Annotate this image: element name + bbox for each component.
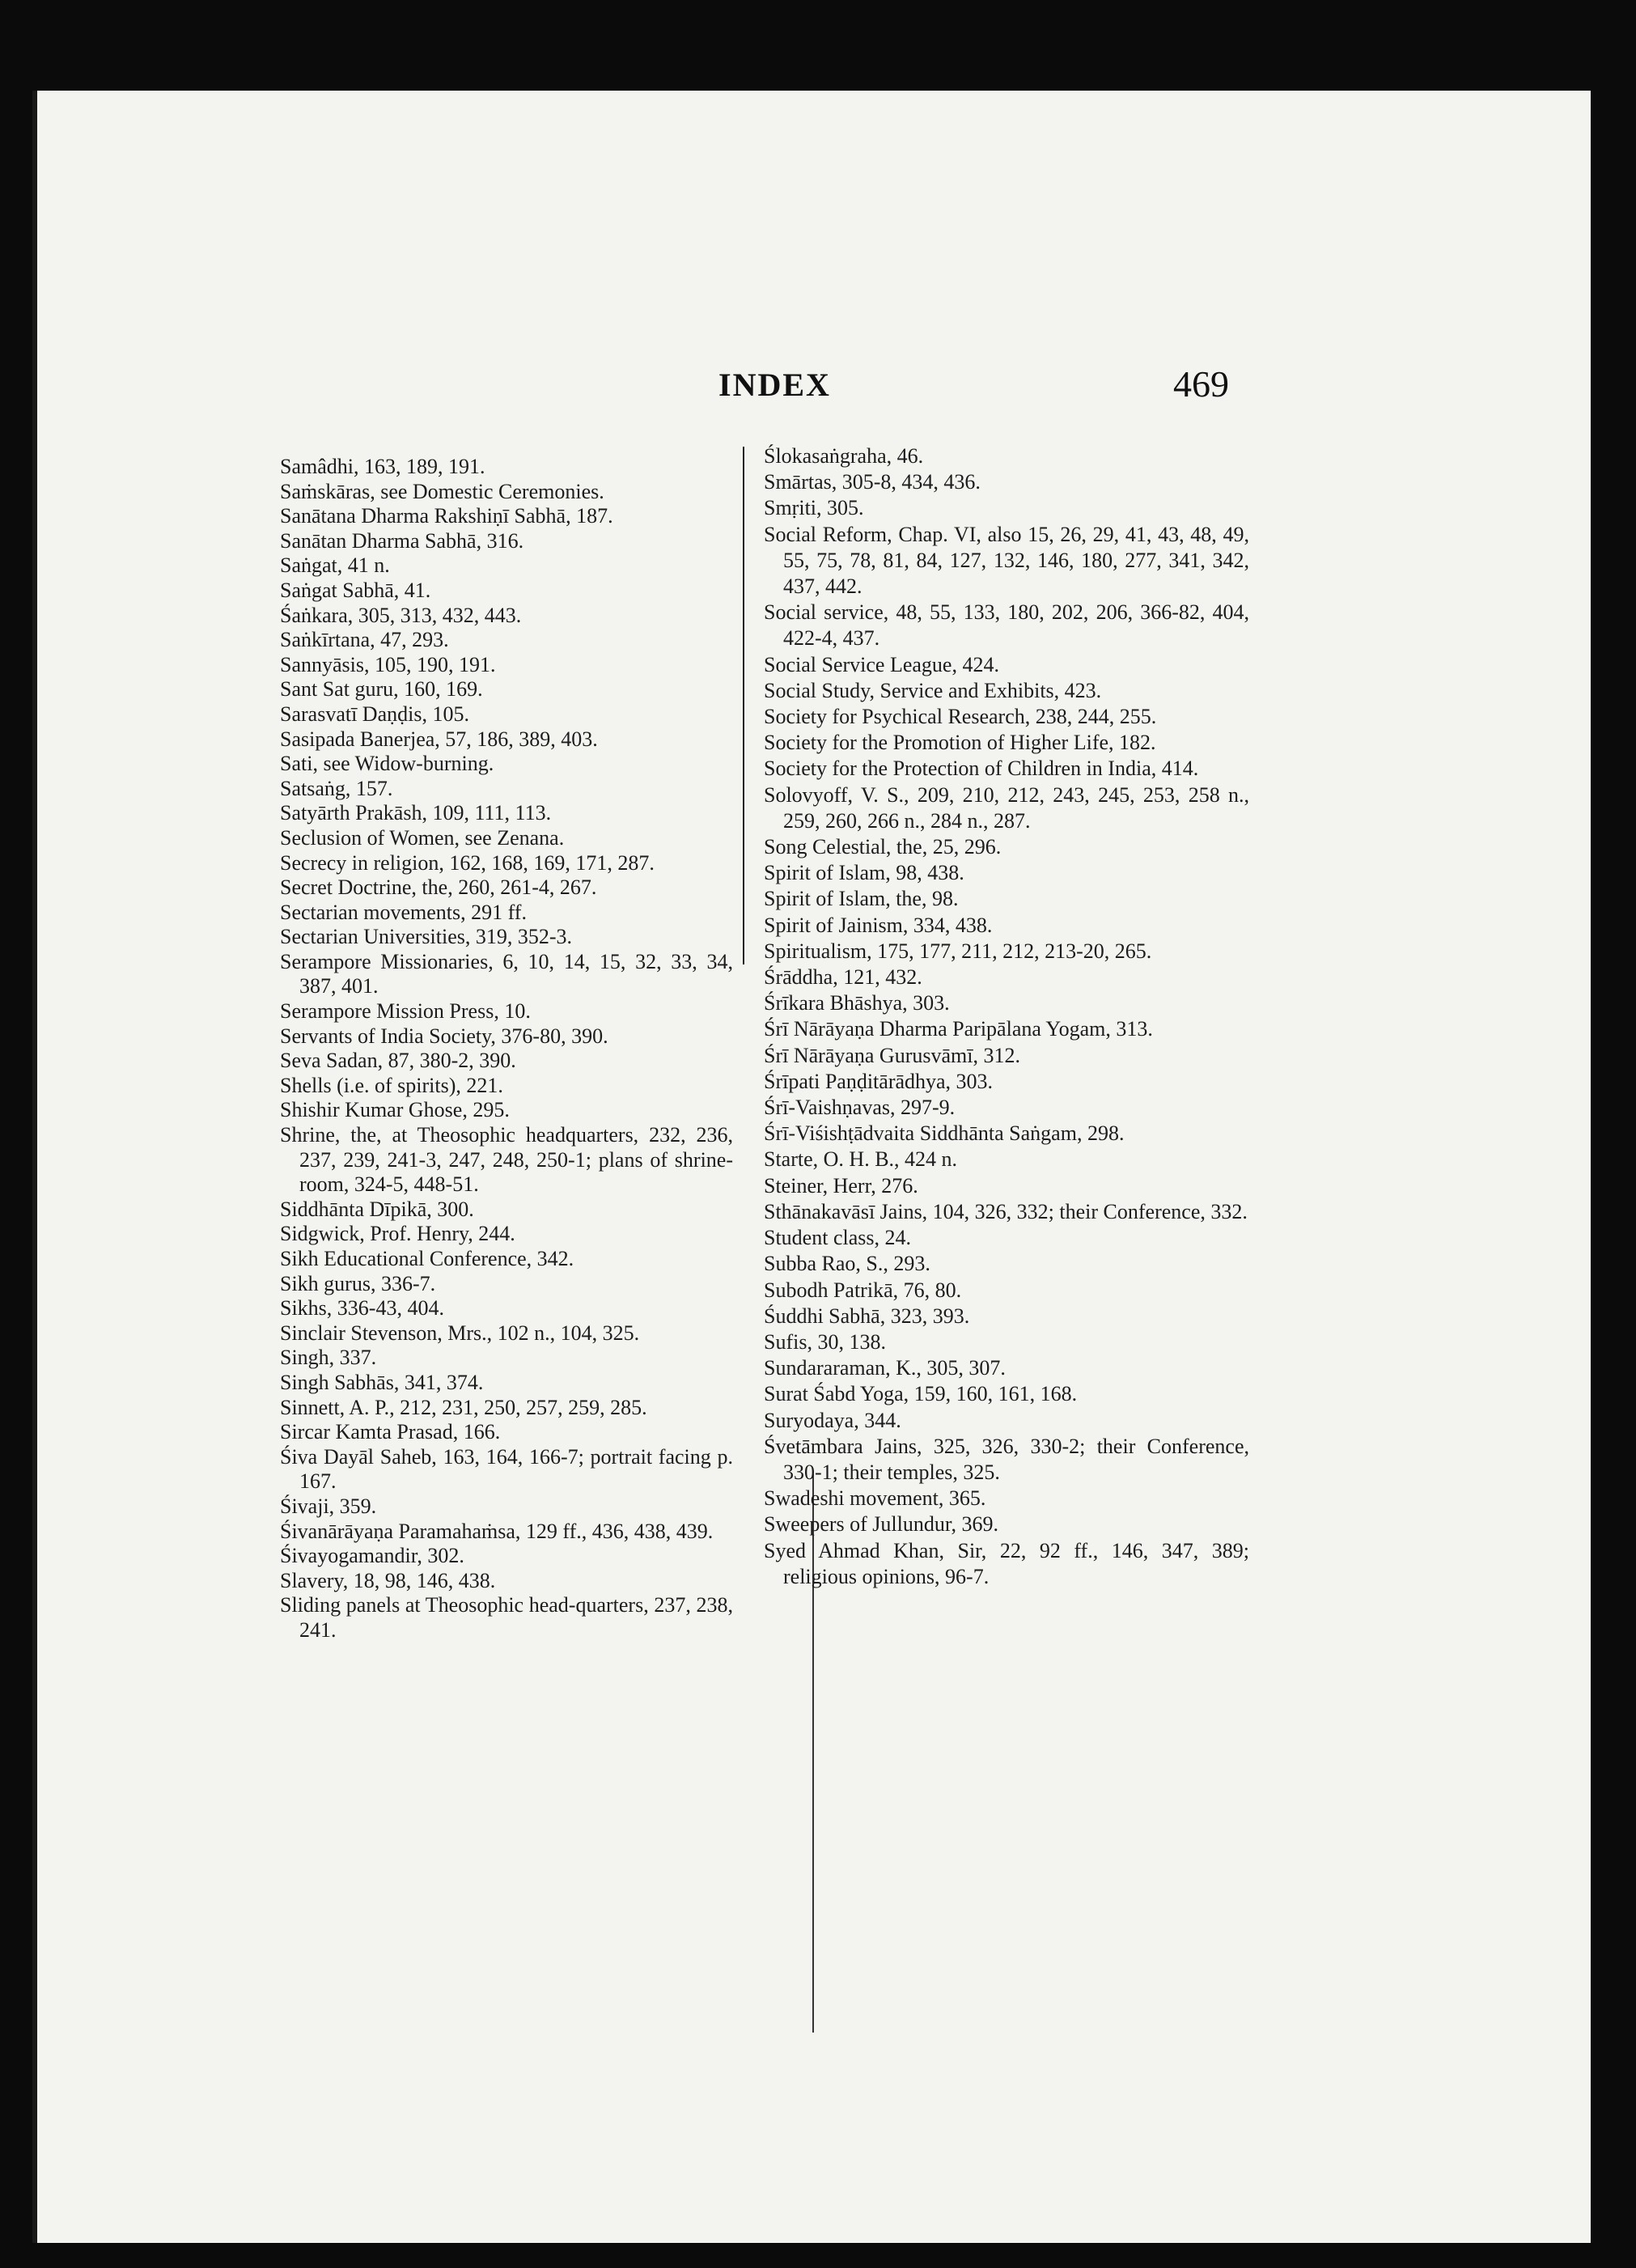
index-entry: Sikh gurus, 336-7. [280, 1271, 436, 1295]
index-entry: Sikhs, 336-43, 404. [280, 1296, 444, 1321]
index-entry: Satyārth Prakāsh, 109, 111, 113. [280, 801, 552, 825]
index-entry: Social Service League, 424. [764, 652, 999, 676]
index-entry: Sliding panels at Theosophic head-quarters, 237, 238, 241. [280, 1593, 733, 1642]
index-entry: Society for Psychical Research, 238, 244, 255. [764, 705, 1157, 729]
index-entry: Sinnett, A. P., 212, 231, 250, 257, 259, 285. [280, 1395, 647, 1419]
index-entry: Spirit of Jainism, 334, 438. [764, 913, 993, 937]
index-entry: Sikh Educational Conference, 342. [280, 1247, 574, 1270]
index-entry: Śivanārāyaṇa Paramahaṁsa, 129 ff., 436, 438, 439. [280, 1519, 714, 1543]
index-entry: Sweepers of Jullundur, 369. [764, 1512, 998, 1537]
index-entry: Ślokasaṅgraha, 46. [764, 444, 924, 468]
index-entry: Suryodaya, 344. [764, 1408, 901, 1432]
index-entry: Śaṅkara, 305, 313, 432, 443. [280, 603, 522, 627]
index-entry: Sufis, 30, 138. [764, 1329, 886, 1354]
index-entry: Society for the Promotion of Higher Life, 182. [764, 731, 1156, 755]
index-entry: Saṅgat Sabhā, 41. [280, 578, 431, 602]
index-entry: Social Study, Service and Exhibits, 423. [764, 678, 1102, 702]
index-entry: Sanātana Dharma Rakshiṇī Sabhā, 187. [280, 504, 613, 528]
index-entry: Saṁskāras, see Domestic Ceremonies. [280, 479, 604, 503]
index-entry: Śrīkara Bhāshya, 303. [764, 991, 950, 1015]
index-entry: Singh, 337. [280, 1346, 377, 1370]
column-divider-top [743, 447, 744, 964]
index-entry: Social Reform, Chap. VI, also 15, 26, 29, 41, 43, 48, 49, 55, 75, 78, 81, 84, 127, 132, 146, 180, 277, 341, 342, 437, 442. [764, 522, 1249, 599]
index-entry: Śuddhi Sabhā, 323, 393. [764, 1304, 970, 1328]
index-entry: Subba Rao, S., 293. [764, 1252, 930, 1276]
index-entry: Solovyoff, V. S., 209, 210, 212, 243, 245, 253, 258 n., 259, 260, 266 n., 284 n., 287. [764, 782, 1249, 833]
index-entry: Sundararaman, K., 305, 307. [764, 1356, 1006, 1380]
index-entry: Sectarian movements, 291 ff. [280, 900, 527, 924]
index-entry: Syed Ahmad Khan, Sir, 22, 92 ff., 146, 347, 389; religious opinions, 96-7. [764, 1538, 1249, 1588]
index-entry: Smṛiti, 305. [764, 496, 864, 520]
index-entry: Spirit of Islam, 98, 438. [764, 861, 964, 885]
page-header [37, 363, 1591, 414]
index-entry: Sinclair Stevenson, Mrs., 102 n., 104, 325. [280, 1321, 640, 1345]
index-entry: Sant Sat guru, 160, 169. [280, 677, 483, 702]
index-entry: Śrī-Vaishṇavas, 297-9. [764, 1096, 956, 1120]
index-entry: Serampore Missionaries, 6, 10, 14, 15, 32, 33, 34, 387, 401. [280, 949, 733, 998]
index-entry: Sasipada Banerjea, 57, 186, 389, 403. [280, 727, 598, 751]
index-entry: Shells (i.e. of spirits), 221. [280, 1073, 503, 1097]
index-entry: Sectarian Universities, 319, 352-3. [280, 925, 573, 949]
index-entry: Sanātan Dharma Sabhā, 316. [280, 528, 524, 553]
index-entry: Śrīpati Paṇḍitārādhya, 303. [764, 1069, 994, 1093]
index-entry: Śvetāmbara Jains, 325, 326, 330-2; their Conference, 330-1; their temples, 325. [764, 1434, 1249, 1484]
index-entry: Śivayogamandir, 302. [280, 1544, 464, 1568]
index-entry: Śivaji, 359. [280, 1494, 377, 1518]
index-entry: Śrī Nārāyaṇa Dharma Paripālana Yogam, 313. [764, 1017, 1153, 1041]
index-column-left [280, 455, 733, 1643]
index-entry: Serampore Mission Press, 10. [280, 999, 531, 1024]
index-entry: Sircar Kamta Prasad, 166. [280, 1420, 501, 1444]
index-entry: Society for the Protection of Children in India, 414. [764, 757, 1199, 781]
index-entry: Siddhānta Dīpikā, 300. [280, 1197, 474, 1221]
book-page [32, 91, 1591, 2243]
index-entry: Sannyāsis, 105, 190, 191. [280, 652, 496, 676]
index-entry: Starte, O. H. B., 424 n. [764, 1147, 958, 1172]
index-entry: Sarasvatī Daṇḍis, 105. [280, 702, 469, 726]
index-column-right [764, 443, 1249, 1590]
index-entry: Smārtas, 305-8, 434, 436. [764, 470, 981, 494]
index-entry: Song Celestial, the, 25, 296. [764, 835, 1002, 859]
index-entry: Secrecy in religion, 162, 168, 169, 171, 287. [280, 850, 655, 875]
index-entry: Samâdhi, 163, 189, 191. [280, 455, 485, 478]
index-entry: Shrine, the, at Theosophic headquarters, 232, 236, 237, 239, 241-3, 247, 248, 250-1; plans of shrine-room, 324-5, 448-51. [280, 1123, 733, 1197]
index-entry: Shishir Kumar Ghose, 295. [280, 1098, 510, 1122]
index-entry: Subodh Patrikā, 76, 80. [764, 1278, 962, 1302]
index-entry: Swadeshi movement, 365. [764, 1486, 986, 1511]
index-entry: Student class, 24. [764, 1226, 911, 1250]
index-entry: Śrāddha, 121, 432. [764, 965, 922, 990]
index-entry: Śrī-Viśishṭādvaita Siddhānta Saṅgam, 298. [764, 1121, 1125, 1146]
index-entry: Spiritualism, 175, 177, 211, 212, 213-20, 265. [764, 939, 1152, 963]
index-entry: Surat Śabd Yoga, 159, 160, 161, 168. [764, 1382, 1078, 1406]
index-entry: Servants of India Society, 376-80, 390. [280, 1024, 608, 1048]
index-entry: Social service, 48, 55, 133, 180, 202, 206, 366-82, 404, 422-4, 437. [764, 600, 1249, 651]
index-entry: Satsaṅg, 157. [280, 776, 393, 800]
index-entry: Secret Doctrine, the, 260, 261-4, 267. [280, 875, 597, 900]
index-entry: Saṅgat, 41 n. [280, 553, 390, 578]
index-entry: Sthānakavāsī Jains, 104, 326, 332; their Conference, 332. [764, 1199, 1248, 1223]
index-entry: Singh Sabhās, 341, 374. [280, 1370, 484, 1394]
index-entry: Spirit of Islam, the, 98. [764, 887, 959, 911]
index-entry: Sati, see Widow-burning. [280, 752, 494, 776]
page-number: 469 [1173, 363, 1229, 405]
index-entry: Śiva Dayāl Saheb, 163, 164, 166-7; portrait facing p. 167. [280, 1444, 733, 1494]
index-entry: Seva Sadan, 87, 380-2, 390. [280, 1049, 516, 1073]
index-entry: Sidgwick, Prof. Henry, 244. [280, 1222, 515, 1246]
index-entry: Saṅkīrtana, 47, 293. [280, 628, 449, 652]
index-entry: Seclusion of Women, see Zenana. [280, 825, 565, 850]
running-head: INDEX [718, 367, 831, 403]
index-entry: Śrī Nārāyaṇa Gurusvāmī, 312. [764, 1043, 1020, 1067]
index-entry: Slavery, 18, 98, 146, 438. [280, 1568, 496, 1592]
index-entry: Steiner, Herr, 276. [764, 1173, 918, 1198]
